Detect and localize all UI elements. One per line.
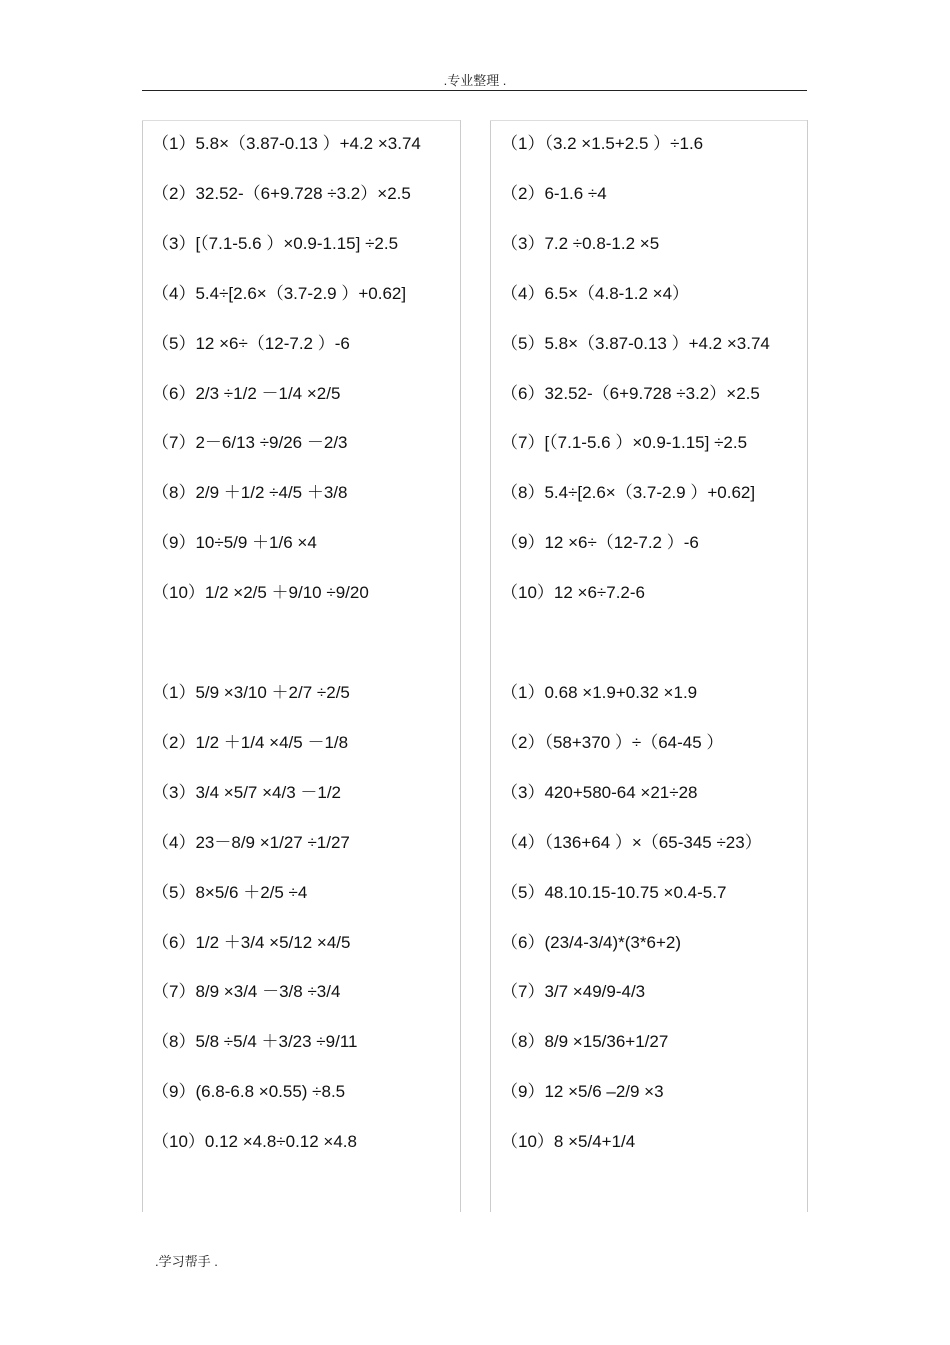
column-divider-middle-left (460, 120, 461, 1212)
problem-item: （4）23－8/9 ×1/27 ÷1/27 (152, 833, 350, 852)
problem-item: （9）10÷5/9 ＋1/6 ×4 (152, 533, 317, 552)
problem-item: （2）6-1.6 ÷4 (501, 184, 607, 203)
problem-item: （5）8×5/6 ＋2/5 ÷4 (152, 883, 308, 902)
problem-item: （10）8 ×5/4+1/4 (501, 1132, 636, 1151)
problem-item: （8）2/9 ＋1/2 ÷4/5 ＋3/8 (152, 483, 348, 502)
problem-item: （3）[（7.1-5.6 ）×0.9-1.15] ÷2.5 (152, 234, 399, 253)
problem-item: （7）[（7.1-5.6 ）×0.9-1.15] ÷2.5 (501, 433, 748, 452)
problem-item: （8）5.4÷[2.6×（3.7-2.9 ）+0.62] (501, 483, 756, 502)
problem-item: （3）3/4 ×5/7 ×4/3 －1/2 (152, 783, 342, 802)
problem-item: （4）（136+64 ）×（65-345 ÷23） (501, 833, 762, 852)
column-top-rule-left (142, 120, 460, 121)
page-footer: .学习帮手 . (155, 1254, 218, 1269)
problem-item: （9）12 ×5/6 –2/9 ×3 (501, 1082, 664, 1101)
problem-item: （7）8/9 ×3/4 －3/8 ÷3/4 (152, 982, 341, 1001)
problem-item: （4）5.4÷[2.6×（3.7-2.9 ）+0.62] (152, 284, 407, 303)
problem-item: （10）1/2 ×2/5 ＋9/10 ÷9/20 (152, 583, 369, 602)
problem-item: （6）(23/4-3/4)*(3*6+2) (501, 933, 682, 952)
page-header: .专业整理 . (443, 73, 507, 88)
problem-item: （7）2－6/13 ÷9/26 －2/3 (152, 433, 348, 452)
header-rule (142, 90, 807, 91)
problem-item: （2）1/2 ＋1/4 ×4/5 －1/8 (152, 733, 349, 752)
problem-item: （6）1/2 ＋3/4 ×5/12 ×4/5 (152, 933, 351, 952)
problem-item: （5）48.10.15-10.75 ×0.4-5.7 (501, 883, 727, 902)
problem-item: （5）12 ×6÷（12-7.2 ）-6 (152, 334, 350, 353)
problem-item: （2）32.52-（6+9.728 ÷3.2）×2.5 (152, 184, 411, 203)
problem-item: （1）0.68 ×1.9+0.32 ×1.9 (501, 683, 698, 702)
problem-item: （3）420+580-64 ×21÷28 (501, 783, 698, 802)
problem-item: （8）8/9 ×15/36+1/27 (501, 1032, 669, 1051)
problem-item: （9）12 ×6÷（12-7.2 ）-6 (501, 533, 699, 552)
column-divider-left-outer (142, 120, 143, 1212)
problem-item: （2）（58+370 ）÷（64-45 ） (501, 733, 724, 752)
problem-item: （1）5.8×（3.87-0.13 ）+4.2 ×3.74 (152, 134, 421, 153)
problem-item: （1）（3.2 ×1.5+2.5 ）÷1.6 (501, 134, 704, 153)
problem-item: （4）6.5×（4.8-1.2 ×4） (501, 284, 690, 303)
problem-item: （8）5/8 ÷5/4 ＋3/23 ÷9/11 (152, 1032, 358, 1051)
problem-item: （10）12 ×6÷7.2-6 (501, 583, 646, 602)
problem-item: （10）0.12 ×4.8÷0.12 ×4.8 (152, 1132, 357, 1151)
problem-item: （1）5/9 ×3/10 ＋2/7 ÷2/5 (152, 683, 350, 702)
problem-item: （6）32.52-（6+9.728 ÷3.2）×2.5 (501, 384, 760, 403)
problem-item: （5）5.8×（3.87-0.13 ）+4.2 ×3.74 (501, 334, 770, 353)
column-top-rule-right (490, 120, 807, 121)
problem-item: （9）(6.8-6.8 ×0.55) ÷8.5 (152, 1082, 346, 1101)
column-divider-right-outer (807, 120, 808, 1212)
column-divider-middle-right (490, 120, 491, 1212)
problem-item: （3）7.2 ÷0.8-1.2 ×5 (501, 234, 660, 253)
problem-item: （7）3/7 ×49/9-4/3 (501, 982, 646, 1001)
problem-item: （6）2/3 ÷1/2 －1/4 ×2/5 (152, 384, 341, 403)
